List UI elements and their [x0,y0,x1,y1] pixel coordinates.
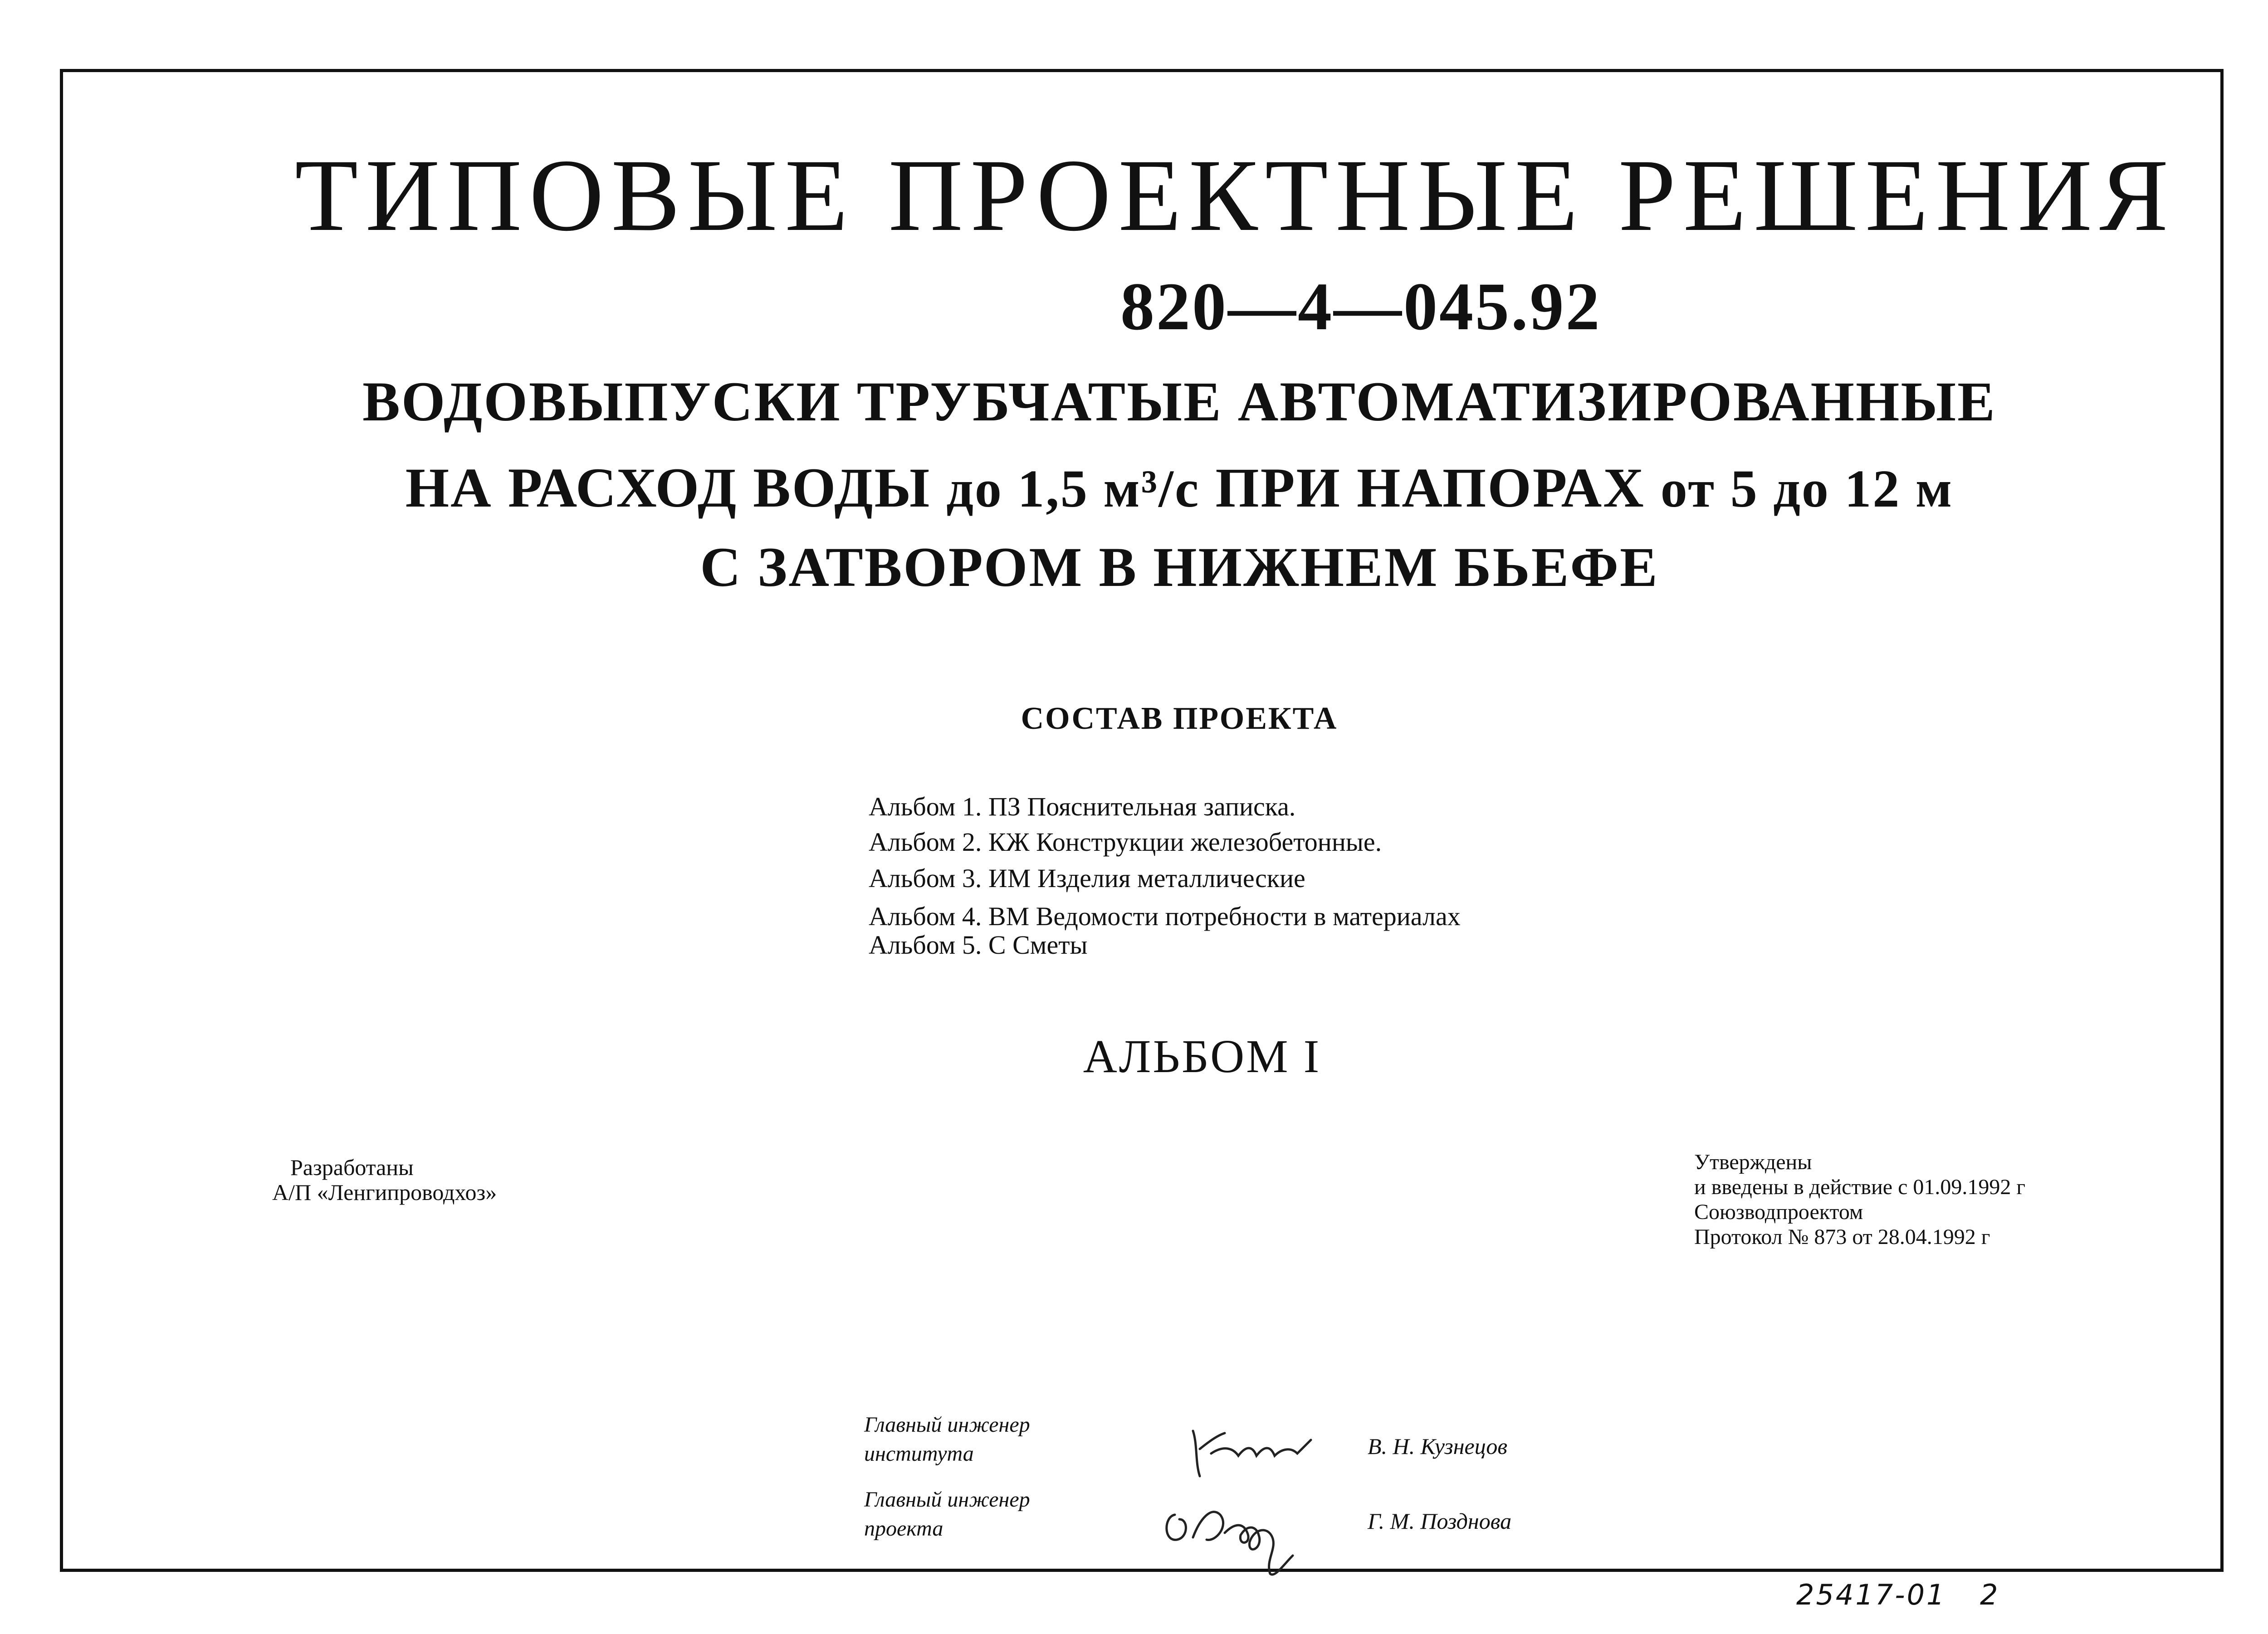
signature-2-role [864,1485,1030,1543]
album-list-item-4: Альбом 4. ВМ Ведомости потребности в материалах [869,902,1461,931]
subtitle-line-1: ВОДОВЫПУСКИ ТРУБЧАТЫЕ АВТОМАТИЗИРОВАННЫЕ [362,371,1996,433]
subtitle-line-2 [272,456,2087,520]
signature-1-role-line-2: института [864,1442,974,1466]
document-title: ТИПОВЫЕ ПРОЕКТНЫЕ РЕШЕНИЯ [295,138,2176,253]
signature-1-role [864,1410,1030,1468]
developed-organization: А/П «Ленгипроводхоз» [272,1180,497,1205]
signature-1-role-line-1: Главный инженер [864,1413,1030,1437]
approved-label: Утверждены [1694,1150,1812,1174]
album-list-item-1: Альбом 1. ПЗ Пояснительная записка. [869,792,1296,821]
subtitle-line-2-part-a: НА РАСХОД ВОДЫ [405,457,931,519]
subtitle-line-3: С ЗАТВОРОМ В НИЖНЕМ БЬЕФЕ [700,536,1659,598]
album-list-item-3: Альбом 3. ИМ Изделия металлические [869,863,1305,893]
signature-2-name: Г. М. Позднова [1368,1508,1512,1534]
album-list-item-5: Альбом 5. С Сметы [869,930,1088,960]
stamp-sheet: 2 [1980,1578,2000,1611]
signature-2-role-line-2: проекта [864,1517,943,1541]
approved-authority: Союзводпроектом [1694,1200,1863,1224]
developed-label: Разработаны [290,1155,414,1180]
document-code: 820—4—045.92 [1120,269,1602,344]
composition-heading: СОСТАВ ПРОЕКТА [1021,701,1338,736]
approved-protocol: Протокол № 873 от 28.04.1992 г [1694,1225,1990,1249]
signature-1-name: В. Н. Кузнецов [1368,1434,1508,1459]
album-number-heading: АЛЬБОМ I [1083,1030,1321,1083]
signature-2-role-line-1: Главный инженер [864,1488,1030,1512]
signature-2-handwriting [1157,1488,1320,1587]
subtitle-line-2-part-d: от 5 до 12 м [1660,459,1954,518]
approved-date: и введены в действие с 01.09.1992 г [1694,1175,2026,1199]
stamp-number: 25417-01 [1796,1578,1946,1611]
subtitle-line-2-part-c: ПРИ НАПОРАХ [1215,457,1645,519]
album-list-item-2: Альбом 2. КЖ Конструкции железобетонные. [869,827,1382,857]
subtitle-line-2-part-b: до 1,5 м³/с [946,459,1200,518]
signature-1-handwriting [1184,1413,1315,1481]
